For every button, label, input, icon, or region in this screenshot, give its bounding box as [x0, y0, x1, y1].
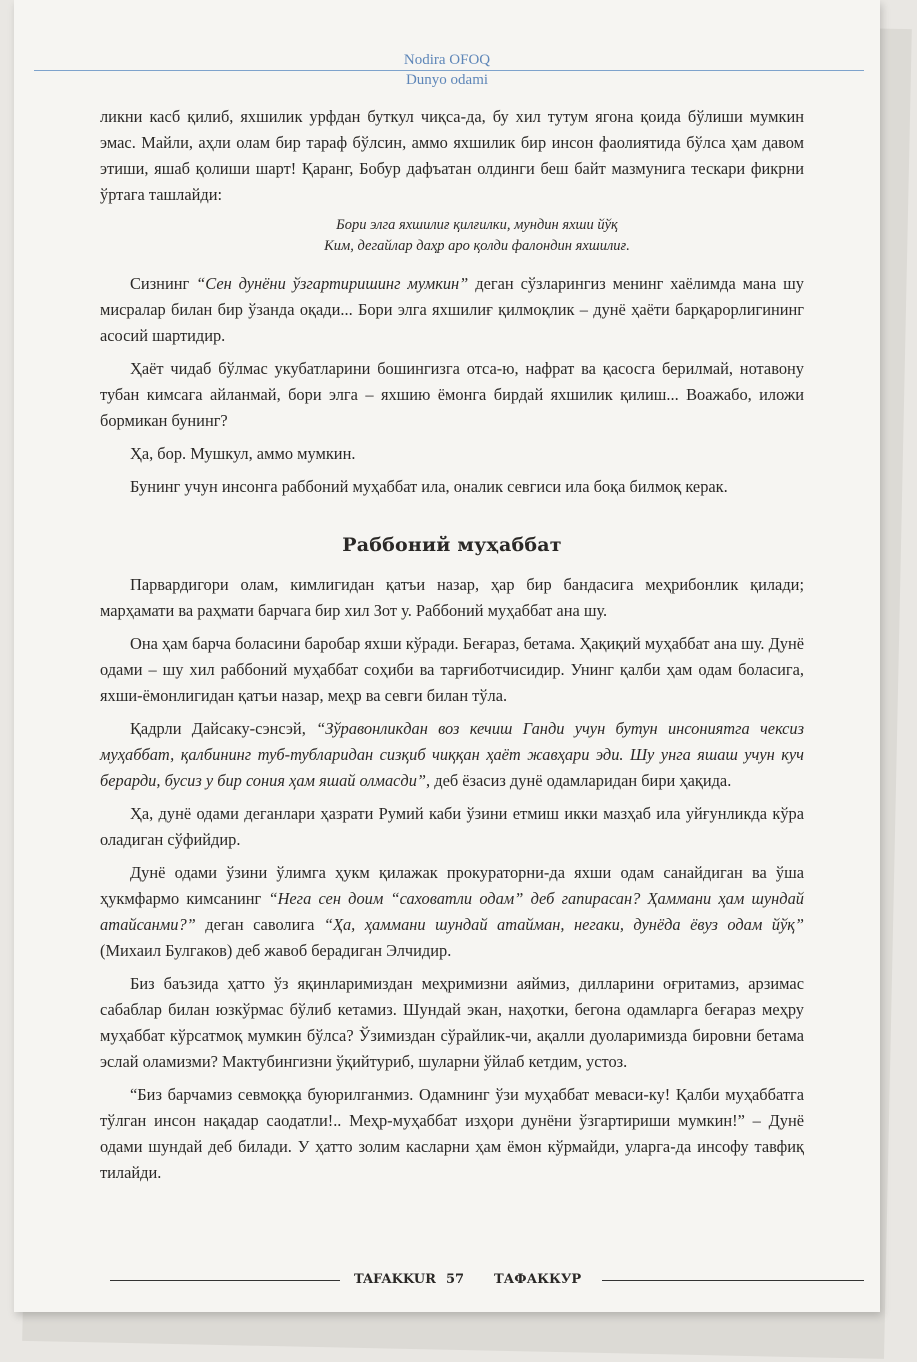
body-text	[100, 104, 804, 1193]
paragraph: Биз баъзида ҳатто ўз яқинларимиздан меҳримизни аяймиз, дилларини оғритамиз, арзимас сабаблар билан юзкўрмас бўлиб кетамиз. Шундай экан, наҳотки, бегона одамларга беғараз меҳру муҳаббат кўрсатмоқ мумкин бўлса? Ўзимиздан сўрайлик-чи, ақалли дуоларимизда бировни бетама эслай оламизми? Мактубингизни ўқийтуриб, шуларни ўйлаб кетдим, устоз.	[100, 974, 804, 1071]
page-footer	[14, 1270, 880, 1290]
verse-line: Ким, дегайлар даҳр аро қолди фалондин яхшилиғ.	[324, 238, 630, 254]
verse-quote	[100, 215, 804, 257]
section-heading: Раббоний муҳаббат	[342, 534, 562, 556]
footer-rule-right	[602, 1280, 864, 1281]
footer-journal-latin: TAFAKKUR	[354, 1272, 436, 1287]
paragraph	[100, 716, 804, 794]
paragraph	[100, 271, 804, 349]
paragraph: Парвардигори олам, кимлигидан қатъи назар, ҳар бир бандасига меҳрибонлик қилади; марҳамати ва раҳмати барчага бир хил Зот у. Раббоний муҳаббат ана шу.	[100, 575, 804, 620]
paragraph: Она ҳам барча боласини баробар яхши кўради. Беғараз, бетама. Ҳақиқий муҳаббат ана шу. Дунё одами – шу хил раббоний муҳаббат соҳиби ва тарғиботчисидир. Унинг қалби ҳам одам боласига, яхши-ёмонлигидан қатъи назар, меҳр ва севги билан тўла.	[100, 634, 804, 705]
paragraph: Ҳа, дунё одами деганлари ҳазрати Румий каби ўзини етмиш икки мазҳаб ила уйғунликда кўра оладиган сўфийдир.	[100, 804, 804, 849]
paragraph: Бунинг учун инсонга раббоний муҳаббат ила, оналик севгиси ила боқа билмоқ керак.	[130, 477, 728, 496]
italic-quote: “Зўравонликдан воз кечиш Ганди учун бутун инсониятга чексиз муҳаббат, қалбининг туб-тубларидан сизқиб чиққан ҳаёт жавҳари эди. Шу унга яшаш учун куч берарди, бусиз у бир сония ҳам яшай олмасди”	[100, 719, 804, 790]
paragraph: Ҳаёт чидаб бўлмас укубатларини бошингизга отса-ю, нафрат ва қасосга берилмай, нотавону тубан кимсага айланмай, бори элга – яхшию ёмонга бирдай яхшилик қилиш... Воажабо, иложи бормикан бунинг?	[100, 359, 804, 430]
italic-quote: “Сен дунёни ўзгартиришинг мумкин”	[196, 274, 469, 293]
page-number: 57	[446, 1272, 465, 1287]
paragraph: “Биз барчамиз севмоққа буюрилганмиз. Одамнинг ўзи муҳаббат меваси-ку! Қалби муҳаббатга тўлган инсон нақадар саодатли!.. Меҳр-муҳаббат изҳори дунёни ўзгартириши мумкин!” – Дунё одами шундай деб билади. У ҳатто золим касларни ҳам ёмон кўрмайди, уларга-да инсофу тавфиқ тилайди.	[100, 1085, 804, 1182]
footer-journal-cyrillic: ТАФАККУР	[494, 1272, 582, 1287]
text-run: Қадрли Дайсаку-сэнсэй,	[130, 719, 317, 738]
text-run: деган сўзларингиз менинг хаёлимда мана шу мисралар билан бир ўзанда оқади... Бори элга яхшилиғ қилмоқлик – дунё ҳаёти барқарорлигининг асосий шартидир.	[100, 274, 804, 345]
book-page	[14, 0, 880, 1312]
running-header	[14, 52, 880, 86]
text-run: деган саволига	[195, 915, 324, 934]
header-title: Dunyo odami	[405, 72, 489, 88]
paragraph: ликни касб қилиб, яхшилик урфдан буткул чиқса-да, бу хил тутум ягона қоида бўлиши мумкин эмас. Майли, аҳли олам бир тараф бўлсин, аммо яхшилик бир инсон фаолиятида бўлса ҳам давом этиши, яшаб қолиши шарт! Қаранг, Бобур дафъатан олдинги беш байт мазмунига тескари фикрни ўртага ташлайди:	[100, 107, 804, 204]
paragraph	[100, 860, 804, 964]
italic-quote: “Нега сен доим “саховатли одам” деб гапирасан? Ҳаммани ҳам шундай атайсанми?”	[100, 889, 804, 934]
text-run: (Михаил Булгаков) деб жавоб берадиган Элчидир.	[100, 941, 452, 960]
italic-quote: “Ҳа, ҳаммани шундай атайман, негаки, дунёда ёвуз одам йўқ”	[323, 915, 805, 934]
header-author: Nodira OFOQ	[403, 52, 491, 68]
header-rule	[34, 70, 864, 71]
footer-rule-left	[110, 1280, 340, 1281]
text-run: Сизнинг	[130, 274, 197, 293]
text-run: , деб ёзасиз дунё одамларидан бири ҳақида.	[426, 771, 732, 790]
verse-line: Бори элга яхшилиғ қилғилки, мундин яхши йўқ	[336, 217, 618, 233]
paragraph: Ҳа, бор. Мушкул, аммо мумкин.	[130, 444, 356, 463]
text-run: Дунё одами ўзини ўлимга ҳукм қилажак прокураторни-да яхши одам санайдиган ва ўша ҳукмфармо кимсанинг	[100, 863, 804, 908]
